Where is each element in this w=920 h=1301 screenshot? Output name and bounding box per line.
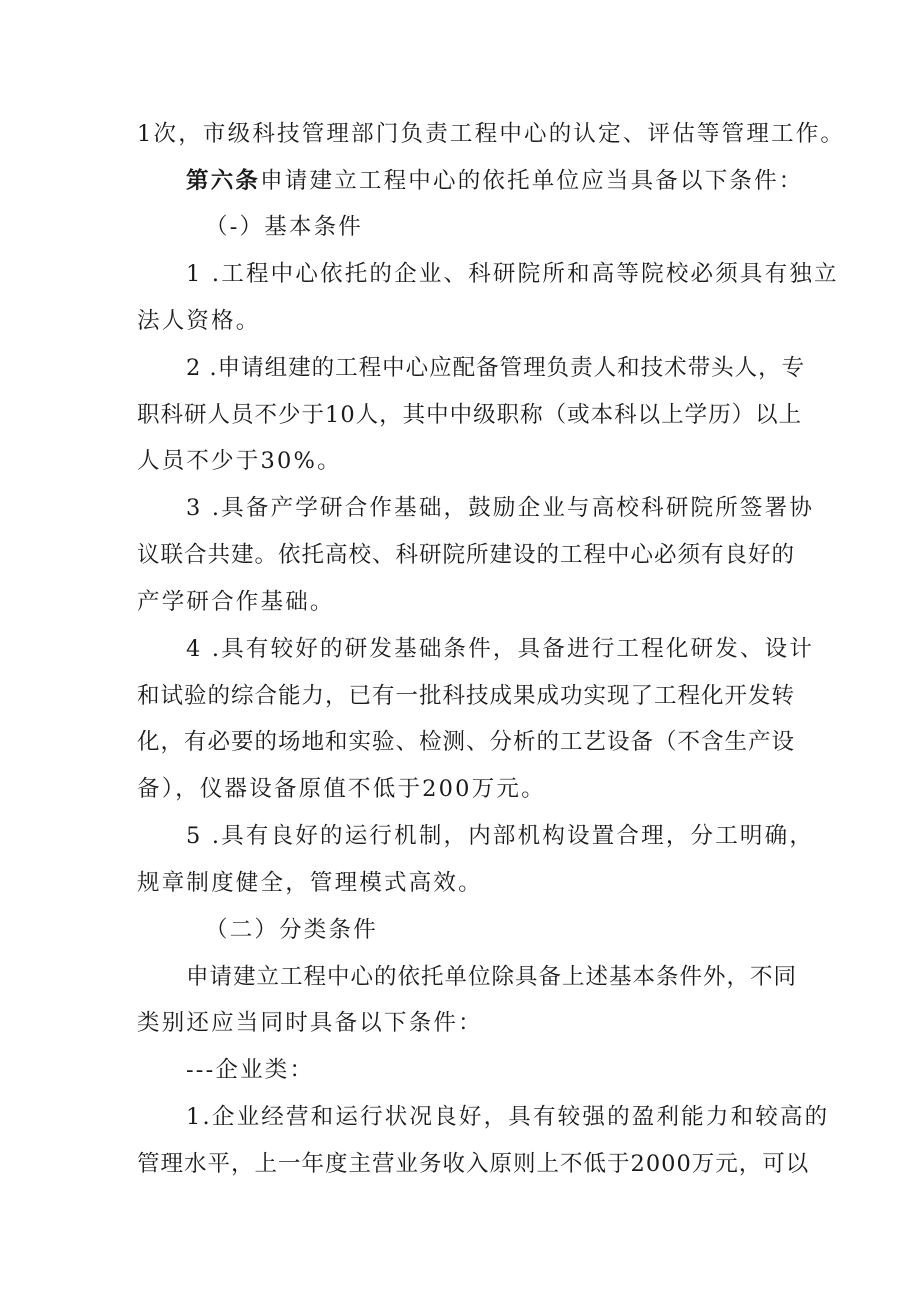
text-line: 议联合共建。依托高校、科研院所建设的工程中心必须有良好的	[137, 542, 796, 568]
text-line: 产学研合作基础。	[137, 589, 335, 615]
text-line: 和试验的综合能力，已有一批科技成果成功实现了工程化开发转	[137, 683, 796, 709]
text-line: 法人资格。	[137, 308, 261, 334]
text-line: 管理水平，上一年度主营业务收入原则上不低于2000万元，可以	[137, 1151, 810, 1177]
text-line: 3 .具备产学研合作基础，鼓励企业与高校科研院所签署协	[186, 495, 815, 521]
article-label: 第六条	[186, 168, 261, 194]
text-line: 人员不少于30%。	[137, 448, 342, 474]
text-line: 2 .申请组建的工程中心应配备管理负责人和技术带头人，专	[186, 355, 806, 381]
text-line: 4 .具有较好的研发基础条件，具备进行工程化研发、设计	[186, 636, 815, 662]
text-line: 备），仪器设备原值不低于200万元。	[137, 776, 546, 802]
text-line: 1次，市级科技管理部门负责工程中心的认定、评估等管理工作。	[137, 121, 846, 147]
category-heading: ---企业类：	[186, 1057, 315, 1083]
text-line: 类别还应当同时具备以下条件：	[137, 1010, 483, 1036]
text-line: 职科研人员不少于10人，其中中级职称（或本科以上学历）以上	[137, 402, 803, 428]
text-line: 5 .具有良好的运行机制，内部机构设置合理，分工明确，	[186, 823, 815, 849]
text-line: 申请建立工程中心的依托单位除具备上述基本条件外，不同	[186, 964, 798, 990]
text-line: 规章制度健全，管理模式高效。	[137, 870, 483, 896]
section-heading: （-）基本条件	[205, 214, 364, 240]
text-line: 化，有必要的场地和实验、检测、分析的工艺设备（不含生产设	[137, 729, 796, 755]
article-heading	[186, 166, 804, 196]
article-text: 申请建立工程中心的依托单位应当具备以下条件：	[260, 168, 804, 194]
section-heading: （二）分类条件	[205, 917, 378, 943]
text-line: 1 .工程中心依托的企业、科研院所和高等院校必须具有独立	[186, 261, 839, 287]
text-line: 1.企业经营和运行状况良好，具有较强的盈利能力和较高的	[186, 1104, 830, 1130]
